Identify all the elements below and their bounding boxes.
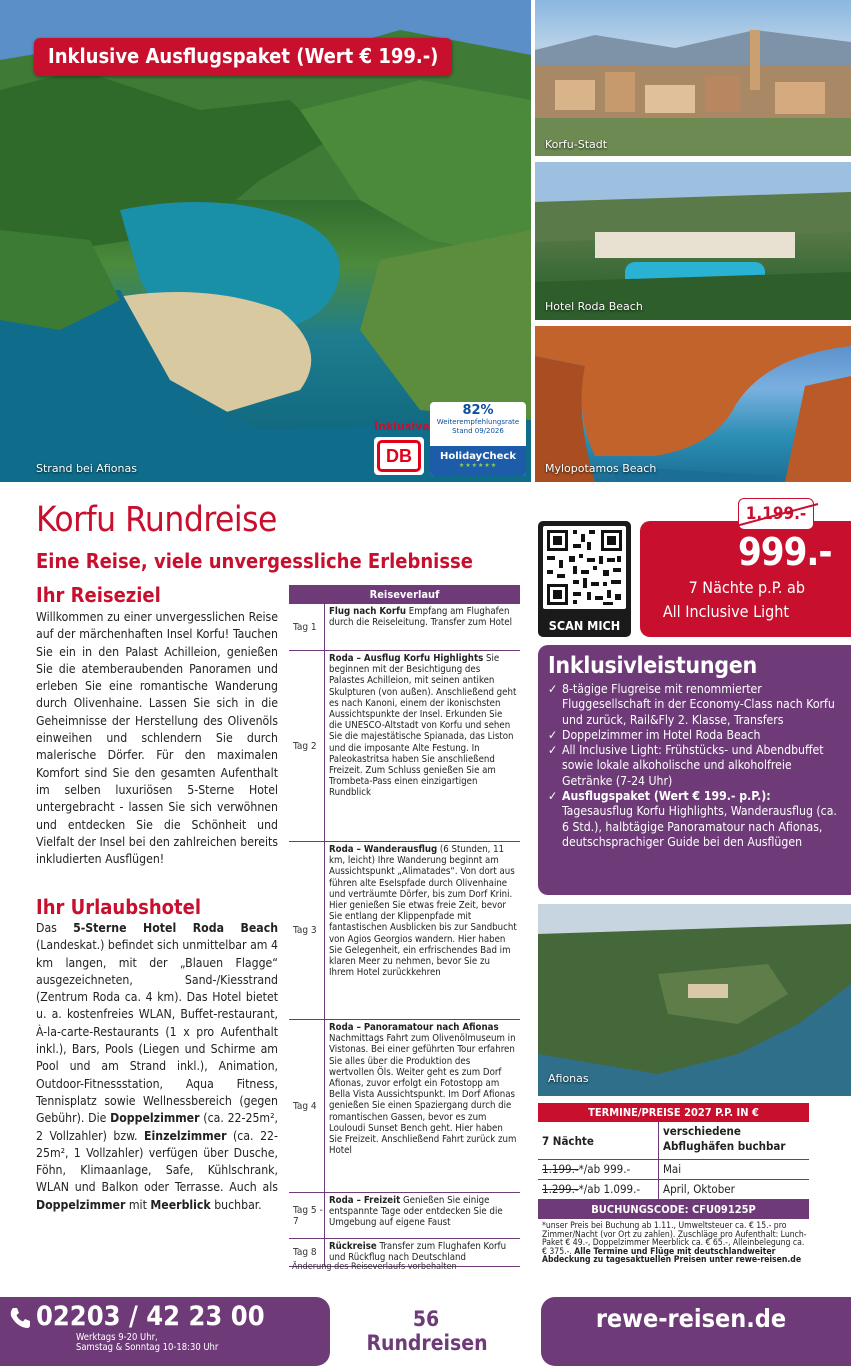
photo-mylopotamos-beach [535, 326, 851, 482]
page-subtitle: Eine Reise, viele unvergessliche Erlebnisse [36, 549, 473, 573]
list-item [548, 743, 841, 789]
rv-text [325, 604, 520, 650]
caption-mylopotamos: Mylopotamos Beach [545, 462, 657, 475]
table-row [289, 1193, 520, 1239]
termine-col2-head: verschiedene Abflughäfen buchbar [663, 1124, 786, 1153]
caption-korfu-stadt: Korfu-Stadt [545, 138, 608, 151]
rv-day: Tag 8 [289, 1239, 325, 1266]
page-category: Rundreisen [366, 1331, 488, 1355]
inklusiv-item-rest: Tagesausflug Korfu Highlights, Wanderausflug (ca. 6 Std.), halbtägige Panoramatour nach Afionas, deutschsprachiger Guide bei den Ausflügen [562, 804, 837, 849]
termine-price [538, 1180, 659, 1199]
inklusiv-item-text [562, 789, 841, 850]
photo-afionas [538, 904, 851, 1096]
hotel-heading: Ihr Urlaubshotel [36, 895, 201, 919]
hotel-name: 5-Sterne Hotel Roda Beach [73, 921, 279, 935]
qr-pattern [543, 526, 626, 609]
hotel-text-part: (ca. 22-25m², 1 Vollzahler) verfügen über Dusche, Föhn, Klimaanlage, Safe, Kühlschrank, WLAN und Balkon oder Terrasse. Auch als [36, 1128, 278, 1195]
website-link[interactable]: rewe-reisen.de [595, 1304, 787, 1333]
termine-old-price: 1.199.- [542, 1162, 579, 1176]
inklusivleistungen-box [538, 645, 851, 895]
rv-title: Roda – Ausflug Korfu Highlights [329, 653, 484, 664]
page-title: Korfu Rundreise [36, 500, 277, 540]
price-nights: 7 Nächte p.P. ab [688, 578, 805, 597]
rv-desc: Transfer zum Flughafen Korfu und Rückflug nach Deutschland [329, 1241, 507, 1264]
list-item [548, 789, 841, 850]
caption-hotel: Hotel Roda Beach [545, 300, 643, 313]
table-row [538, 1122, 809, 1160]
hotel-illustration [535, 162, 851, 320]
booking-code: BUCHUNGSCODE: CFU09125P [538, 1200, 809, 1219]
hotel-doppelzimmer-2: Doppelzimmer [36, 1197, 126, 1212]
rv-desc: Nachmittags Fahrt zum Olivenölmuseum in Vistonas. Bei einer geführten Tour erfahren Sie alles über die Produktion des wertvollen Öls. Weiter geht es zum Dorf Afionas, zuvor erfolgt ein Fotostopp am Bella Vista Aussichtspunkt. Im Dorf Afionas genießen Sie einen Spaziergang durch die romantischen Gassen, bevor es zum Louloudi Sunset Bench geht. Hier haben Sie Freizeit. Anschließend Fahrt zurück zum Hotel [329, 1033, 517, 1157]
rv-title: Rückreise [329, 1241, 377, 1252]
reiseziel-heading: Ihr Reiseziel [36, 583, 161, 607]
list-item [548, 728, 841, 743]
rv-desc: (6 Stunden, 11 km, leicht) Ihre Wanderung beginnt am Aussichtspunkt „Alimatades“. Von dort aus führen alte Eselspfade durch Olivenhaine und verträumte Dörfer, bis zum Dorf Krini. Hier genießen Sie etwas freie Zeit, bevor Sie entlang der Klippenpfade mit fantastischen Ausblicken bis zur Sandbucht von Agios Georgios wandern. Hier haben Sie Gelegenheit, ein erfrischendes Bad im klaren Meer zu nehmen, bevor Sie zu Ihrem Hotel zurückkehren [329, 844, 517, 979]
hotel-meerblick: Meerblick [150, 1197, 211, 1212]
rv-title: Roda – Wanderausflug [329, 844, 438, 855]
termine-heading: TERMINE/PREISE 2027 P.P. IN € [538, 1103, 809, 1122]
hotel-text [36, 920, 278, 1214]
termine-note-text: *unser Preis bei Buchung ab 1.11., Umweltsteuer ca. € 15.- pro Zimmer/Nacht (vor Ort zu zahlen). Zuschläge pro Aufenthalt: Lunch-Paket € 49.-, Doppelzimmer Meerblick ca. € 65.-, Alleinbelegung ca. € 375.-. [542, 1221, 807, 1257]
hotel-text-part: Das [36, 921, 74, 935]
reiseverlauf-heading: Reiseverlauf [289, 585, 520, 604]
termine-footnote [542, 1222, 810, 1265]
rv-title: Roda – Freizeit [329, 1195, 401, 1206]
rv-text [325, 1193, 520, 1238]
qr-code-block[interactable] [538, 521, 631, 637]
rv-day: Tag 4 [289, 1020, 325, 1192]
table-row [289, 1020, 520, 1193]
inklusiv-item-bold: Ausflugspaket (Wert € 199.- p.P.): [562, 789, 771, 804]
reiseziel-text: Willkommen zu einer unvergesslichen Reise auf der märchenhaften Insel Korfu! Tauchen Sie ein in den Palast Achilleion, genießen Sie die atemberaubenden Panoramen und erleben Sie eine romantische Wanderung durch Olivenhaine. Lassen Sie sich in die Geheimnisse der Herstellung des Olivenöls einweihen und schlendern Sie durch malerische Dörfer. Für den maximalen Komfort sind Sie den gesamten Aufenthalt im selben luxuriösen 5-Sterne Hotel untergebracht - lassen Sie sich verwöhnen und entdecken Sie die Schönheit und Vielfalt der Insel bei den zahlreichen bereits inkludierten Ausflügen! [36, 610, 278, 867]
reiseverlauf-table [289, 585, 520, 1267]
rv-title: Roda – Panoramatour nach Afionas [329, 1022, 499, 1033]
hotel-doppelzimmer: Doppelzimmer [110, 1111, 200, 1126]
hotel-text-part: mit [125, 1197, 151, 1212]
holidaycheck-logo [430, 446, 526, 476]
scan-label: SCAN MICH [548, 618, 621, 633]
inklusiv-heading: Inklusivleistungen [548, 653, 757, 679]
inklusiv-item-text: All Inclusive Light: Frühstücks- und Abendbuffet sowie lokale alkoholische und alkoholfreie Getränke (7-24 Uhr) [562, 743, 824, 788]
phone-number[interactable]: 02203 / 42 23 00 [36, 1301, 265, 1332]
termine-table [538, 1103, 809, 1219]
rv-day: Tag 5 - 7 [289, 1193, 325, 1238]
old-price: 1.199.- [738, 498, 814, 530]
hours-weekend: Samstag & Sonntag 10-18:30 Uhr [76, 1342, 219, 1353]
new-price: 999.- [738, 530, 832, 574]
hotel-text-part: buchbar. [210, 1197, 262, 1212]
old-price-strike [730, 498, 822, 532]
ausflugspaket-ribbon: Inklusive Ausflugspaket (Wert € 199.-) [34, 38, 452, 76]
table-row [538, 1160, 809, 1180]
db-logo-text: DB [377, 440, 421, 472]
opening-hours [76, 1333, 218, 1353]
rv-day: Tag 3 [289, 842, 325, 1019]
reiseverlauf-note: Änderung des Reiseverlaufs vorbehalten [292, 1262, 457, 1272]
termine-period: April, Oktober [663, 1182, 735, 1196]
check-icon: ✓ [548, 727, 558, 742]
rv-desc: Empfang am Flughafen durch die Reiseleitung. Transfer zum Hotel [329, 606, 512, 629]
termine-note-bold: Alle Termine und Flüge mit deutschlandweiter Abdeckung zu tagesaktuellen Preisen unter rewe-reisen.de [542, 1246, 802, 1266]
phone-icon [8, 1306, 32, 1330]
hero-caption: Strand bei Afionas [36, 462, 137, 475]
check-icon: ✓ [548, 743, 558, 758]
rv-desc: Genießen Sie einige entspannte Tage oder entdecken Sie die Umgebung auf eigene Faust [329, 1195, 503, 1229]
table-row [289, 604, 520, 651]
mylopotamos-illustration [535, 326, 851, 482]
termine-price [538, 1160, 659, 1179]
check-icon: ✓ [548, 682, 558, 696]
termine-period: Mai [663, 1162, 682, 1176]
rv-text [325, 842, 520, 1019]
table-row [289, 651, 520, 842]
rv-desc: Sie beginnen mit der Besichtigung des Palastes Achilleion, mit seinen antiken Skulpturen (von außen). Anschließend geht es nach Kanoni, einem der ikonischsten Aussichtspunkte der Insel. Erkunden Sie die UNESCO-Altstadt von Korfu und sehen Sie die majestätische Spianada, das Liston und die imposante Alte Festung. In Paleokastritsa haben Sie anschließend Freizeit. Zum Schluss genießen Sie am Trombeta-Pass einen einzigartigen Rundblick [329, 653, 517, 799]
photo-hotel-roda-beach [535, 162, 851, 320]
caption-afionas: Afionas [548, 1072, 589, 1085]
qr-code[interactable] [543, 526, 626, 609]
inklusiv-item-text: Doppelzimmer im Hotel Roda Beach [562, 727, 761, 742]
db-logo [374, 437, 424, 475]
korfu-stadt-illustration [535, 0, 851, 156]
inklusiv-item-text: 8-tägige Flugreise mit renommierter Fluggesellschaft in der Economy-Class nach Korfu und zurück, Rail&Fly 2. Klasse, Transfers [562, 682, 835, 727]
check-icon: ✓ [548, 789, 558, 804]
afionas-illustration [538, 904, 851, 1096]
holidaycheck-rate-label: Weiterempfehlungsrate [436, 418, 520, 426]
hours-weekdays: Werktags 9-20 Uhr, [76, 1332, 158, 1343]
rv-day: Tag 2 [289, 651, 325, 841]
holidaycheck-brand: HolidayCheck [439, 451, 517, 462]
rv-text [325, 651, 520, 841]
inklusiv-list [548, 682, 841, 850]
db-inclusive-label: Inklusive [374, 420, 430, 433]
price-board: All Inclusive Light [662, 602, 789, 621]
rv-day: Tag 1 [289, 604, 325, 650]
hotel-einzelzimmer: Einzelzimmer [144, 1128, 227, 1143]
rv-text [325, 1020, 520, 1192]
termine-old-price: 1.299.- [542, 1182, 579, 1196]
hotel-text-part: (Landeskat.) befindet sich unmittelbar am 4 km langen, mit der „Blauen Flagge“ ausgezeichneten, Sand-/Kiesstrand (Zentrum Roda ca. 4 km). Das Hotel bietet u. a. kostenfreies WLAN, Buffet-restaurant, À-la-carte-Restaurants (1 x pro Aufenthalt inkl.), Bars, Pools (Liegen und Schirme am Pool und am Strand inkl.), Animation, Outdoor-Fitnessstation, Aqua Fitness, Tennisplatz sowie Wellnessbereich (gegen Gebühr). Die [36, 938, 278, 1126]
termine-new-price: */ab 999.- [578, 1162, 631, 1176]
table-row [289, 842, 520, 1020]
holidaycheck-date: Stand 09/2026 [452, 427, 504, 435]
termine-new-price: */ab 1.099.- [578, 1182, 641, 1196]
rv-title: Flug nach Korfu [329, 606, 407, 617]
termine-col1-head: 7 Nächte [538, 1122, 659, 1159]
list-item [548, 682, 841, 728]
table-row [538, 1180, 809, 1200]
holidaycheck-badge [430, 402, 526, 476]
photo-korfu-stadt [535, 0, 851, 156]
holidaycheck-percent: 82% [462, 403, 494, 418]
page-number: 56 [412, 1307, 440, 1331]
hotel-text-part: (ca. 22-25m², 2 Vollzahler) bzw. [36, 1111, 278, 1143]
holidaycheck-stars: ★★★★★★ [458, 462, 498, 469]
